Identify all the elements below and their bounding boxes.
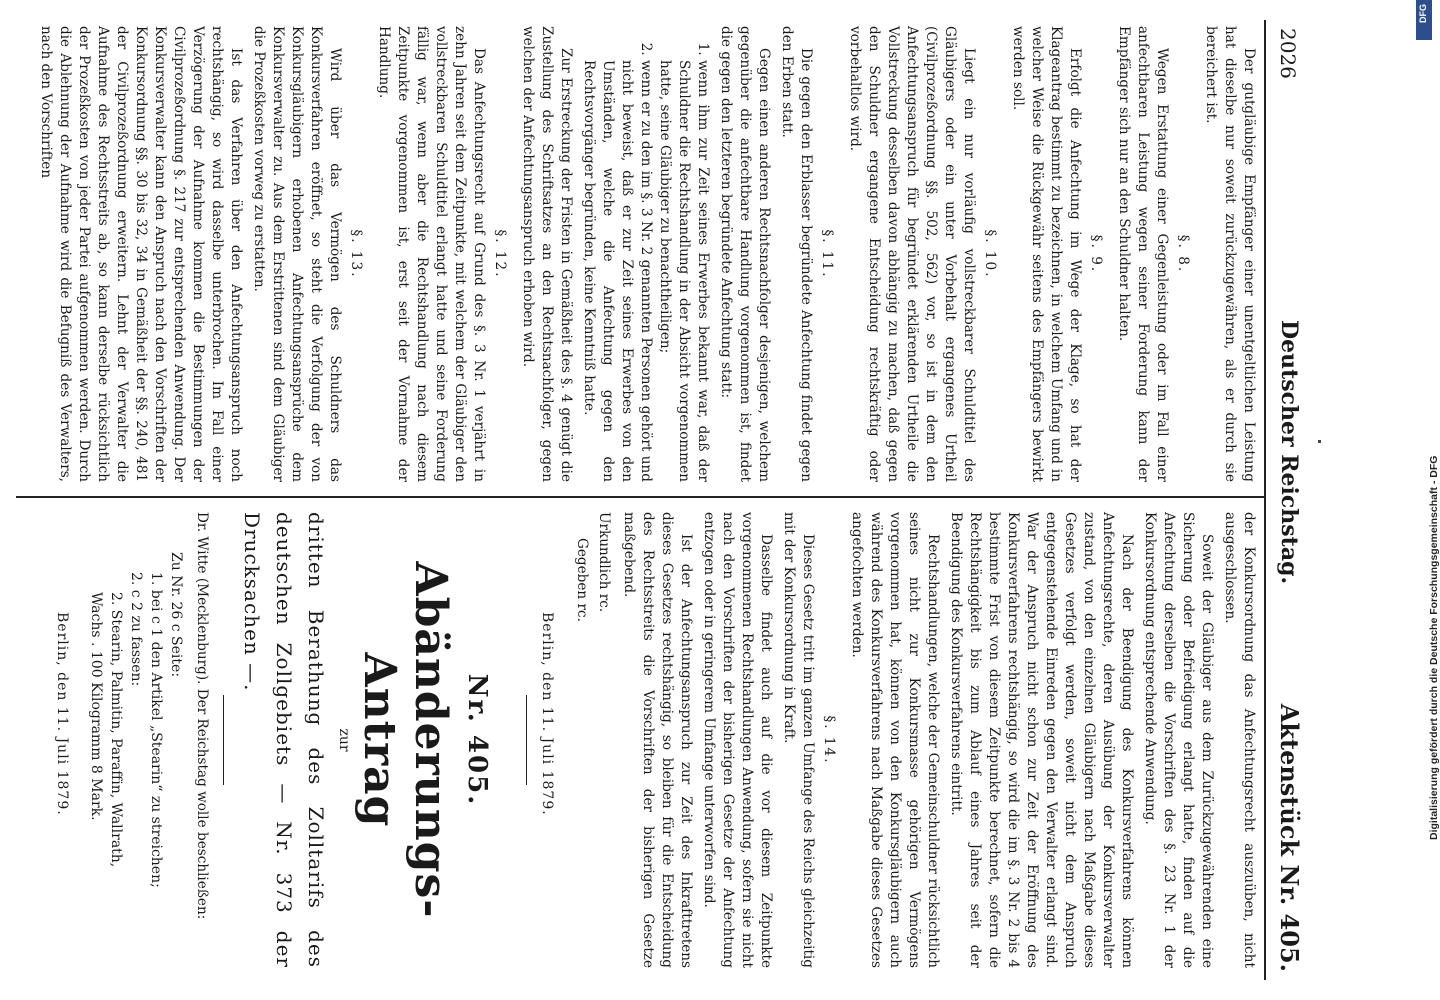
scan-speck [1318, 440, 1321, 443]
date-line: Berlin, den 11. Juli 1879. [539, 612, 555, 816]
motion-item: Zu Nr. 26 c Seite: [168, 552, 184, 678]
paragraph: Wegen Erstattung einer Gegenleistung oder im Fall einer anfechtbaren Leistung wegen seiner Forderung kann der Empfänger sich nur an den Schuldner halten. [1116, 26, 1170, 482]
paragraph: Nach der Beendigung des Konkursverfahrens können Anfechtungsrechte, deren Ausübung der Konkursverwalter zustand, von den einzelnen Gläubigern nach Maßgabe dieses Gesetzes verfolgt werden, soweit nicht dem Anspruch entgegenstehende Einreden gegen den Verwalter erlangt sind. War der Anspruch nicht schon zur Zeit der Eröffnung des Konkursverfahrens rechtshängig, so wird die im §. 3 Nr. 2 bis 4 bestimmte Frist von diesem Zeitpunkte berechnet, sofern die Rechtshängigkeit bis zum Ablauf eines Jahres seit der Beendigung des Konkursverfahrens eintritt. [948, 512, 1135, 968]
motion-title: Abänderungs-Antrag [354, 561, 456, 919]
section-heading: §. 8. [1175, 234, 1191, 274]
paragraph: Erfolgt die Anfechtung im Wege der Klage, so hat der Klageantrag bestimmt zu bezeichnen, in welchem Umfang und in welcher Weise die Rückgewähr seitens des Empfängers bewirkt werden soll. [1010, 26, 1083, 482]
paragraph: Ist das Verfahren über den Anfechtungsanspruch noch rechtshängig, so wird dasselbe unterbrochen. Im Fall einer Verzögerung der Aufnahme kommen die Bestimmungen der Civilprozeßordnung §. 217 zur entsprechenden Anwendung. Der Konkursverwalter kann den Anspruch nach den Vorschriften der Konkursordnung §§. 30 bis 32, 34 in Gemäßheit der §§. 240, 481 der Civilprozeßordnung erweitern. Lehnt der Verwalter die Aufnahme des Rechtsstreits ab, so kann derselbe rücksichtlich der Prozeßkosten von jeder Partei aufgenommen werden. Durch die Ablehnung der Aufnahme wird die Befugniß des Verwalters, nach den Vorschriften [38, 26, 244, 482]
section-heading: §. 14. [821, 715, 837, 765]
digitization-note-text: Digitalisierung gefördert durch die Deutsche Forschungsgemeinschaft - DFG [1428, 455, 1440, 840]
section-heading: §. 11. [819, 229, 835, 279]
paragraph: Dieses Gesetz tritt im ganzen Umfange des Reichs gleichzeitig mit der Konkursordnung in Kraft. [781, 512, 816, 968]
document-reference: Aktenstück Nr. 405. [1275, 703, 1304, 972]
urkundlich-line: Urkundlich rc. [596, 512, 612, 613]
separator-rule [526, 695, 527, 785]
publication-title: Deutscher Reichstag. [1276, 320, 1302, 585]
motion-item: Wachs . 100 Kilogramm 8 Mark. [88, 592, 104, 821]
paragraph: Gegen einen anderen Rechtsnachfolger desjenigen, welchem gegenüber die anfechtbare Handlung vorgenommen ist, findet die gegen den letzteren begründete Anfechtung statt: [718, 26, 772, 482]
column-divider [16, 496, 1266, 498]
paragraph: Zur Erstreckung der Fristen in Gemäßheit des §. 4 genügt die Zustellung des Schriftsatzes an den Rechtsnachfolger, gegen welchen der Anfechtungsanspruch erhoben wird. [520, 26, 574, 482]
list-item: 2. wenn er zu den im §. 3 Nr. 2 genannten Personen gehört und nicht beweist, daß er zur Zeit seines Erwerbes von den Umständen, welche die Anfechtung gegen den Rechtsvorgänger begründen, keine Kenntniß hatte. [579, 60, 655, 482]
motion-subtitle: dritten Berathung des Zolltarifs des deutschen Zollgebiets — Nr. 373 der Drucksachen —. [240, 512, 328, 968]
paragraph: Die gegen den Erblasser begründete Anfechtung findet gegen den Erben statt. [779, 26, 814, 482]
paragraph: der Konkursordnung das Anfechtungsrecht auszuüben, nicht ausgeschlossen. [1222, 512, 1257, 968]
list-item: 1. wenn ihm zur Zeit seines Erwerbes bekannt war, daß der Schuldner die Rechtshandlung in der Absicht vorgenommen hatte, seine Gläubiger zu benachtheiligen; [655, 60, 712, 482]
motion-items [86, 512, 186, 968]
section-heading: §. 9. [1088, 234, 1104, 274]
motion-zur: zur [336, 728, 352, 752]
section-heading: §. 13. [348, 229, 364, 279]
numbered-list [579, 26, 712, 482]
dfg-logo-text: DFG [1418, 4, 1428, 23]
page-number: 2026 [1276, 28, 1300, 79]
document-number: Nr. 405. [462, 673, 492, 807]
paragraph: Dasselbe findet auch auf die vor diesem Zeitpunkte vorgenommenen Rechtshandlungen Anwendung, sofern sie nicht nach den Vorschriften der bisherigen Gesetze der Anfechtung entzogen oder in geringerem Umfange unterworfen sind. [701, 512, 774, 968]
paragraph: Liegt ein nur vorläufig vollstreckbarer Schuldtitel des Gläubigers oder ein unter Vorbehalt ergangenes Urtheil (Civilprozeßordnung §§. 502, 562) vor, so ist in dem den Anfechtungsanspruch für begründet erklärenden Urtheile die Vollstreckung desselben davon abhängig zu machen, daß gegen den Schuldner ergangene Entscheidung rechtskräftig oder vorbehaltlos wird. [847, 26, 977, 482]
right-column [54, 512, 1258, 968]
dfg-logo [1416, 0, 1432, 40]
motion-item: 2. c 2 zu fassen: [128, 572, 144, 687]
motion-item: 2. Stearin, Palmitin, Paraffin, Wallrath, [108, 592, 124, 868]
paragraph: Soweit der Gläubiger aus dem Zurückzugewährenden eine Sicherung oder Befriedigung erlangt hatte, finden auf die Anfechtung derselben die Vorschriften des §. 23 Nr. 1 der Konkursordnung entsprechende Anwendung. [1142, 512, 1215, 968]
section-heading: §. 10. [982, 229, 998, 279]
rotated-page [10, 20, 1310, 980]
date-line: Berlin, den 11. Juli 1879. [54, 612, 70, 816]
left-column [32, 26, 1258, 482]
motion-item: 1. bei c 1 den Artikel „Stearin“ zu streichen; [148, 572, 164, 888]
gegeben-line: Gegeben rc. [574, 538, 590, 622]
paragraph: Rechtshandlungen, welche der Gemeinschuldner rücksichtlich seines nicht zur Konkursmasse gehörigen Vermögens vorgenommen hat, können von den Konkursgläubigern auch während des Konkursverfahrens nach Maßgabe dieses Gesetzes angefochten werden. [849, 512, 941, 968]
section-heading: §. 12. [492, 229, 508, 279]
motion-proposer: Dr. Witte (Mecklenburg). Der Reichstag wolle beschließen: [194, 512, 210, 920]
digitization-note [1412, 0, 1440, 1000]
page-header [1264, 20, 1310, 980]
separator-rule [223, 695, 224, 785]
paragraph: Der gutgläubige Empfänger einer unentgeltlichen Leistung hat dieselbe nur soweit zurückzugewähren, als er durch sie bereichert ist. [1203, 26, 1257, 482]
paragraph: Wird über das Vermögen des Schuldners das Konkursverfahren eröffnet, so steht die Verfolgung der von Konkursgläubigern erhobenen Anfechtungsansprüche dem Konkursverwalter zu. Aus dem Erstrittenen sind dem Gläubiger die Prozeßkosten vorweg zu erstatten. [251, 26, 343, 482]
paragraph: Das Anfechtungsrecht auf Grund des §. 3 Nr. 1 verjährt in zehn Jahren seit dem Zeitpunkte, mit welchem der Gläubiger den vollstreckbaren Schuldtitel erlangt hatte und seine Forderung fällig war, wenn aber die Rechtshandlung nach diesem Zeitpunkte vorgenommen ist, erst seit der Vornahme der Handlung. [376, 26, 487, 482]
paragraph: Ist der Anfechtungsanspruch zur Zeit des Inkrafttretens dieses Gesetzes rechtshängig, so bleiben für die Entscheidung des Rechtsstreits die Vorschriften der bisherigen Gesetze maßgebend. [621, 512, 694, 968]
